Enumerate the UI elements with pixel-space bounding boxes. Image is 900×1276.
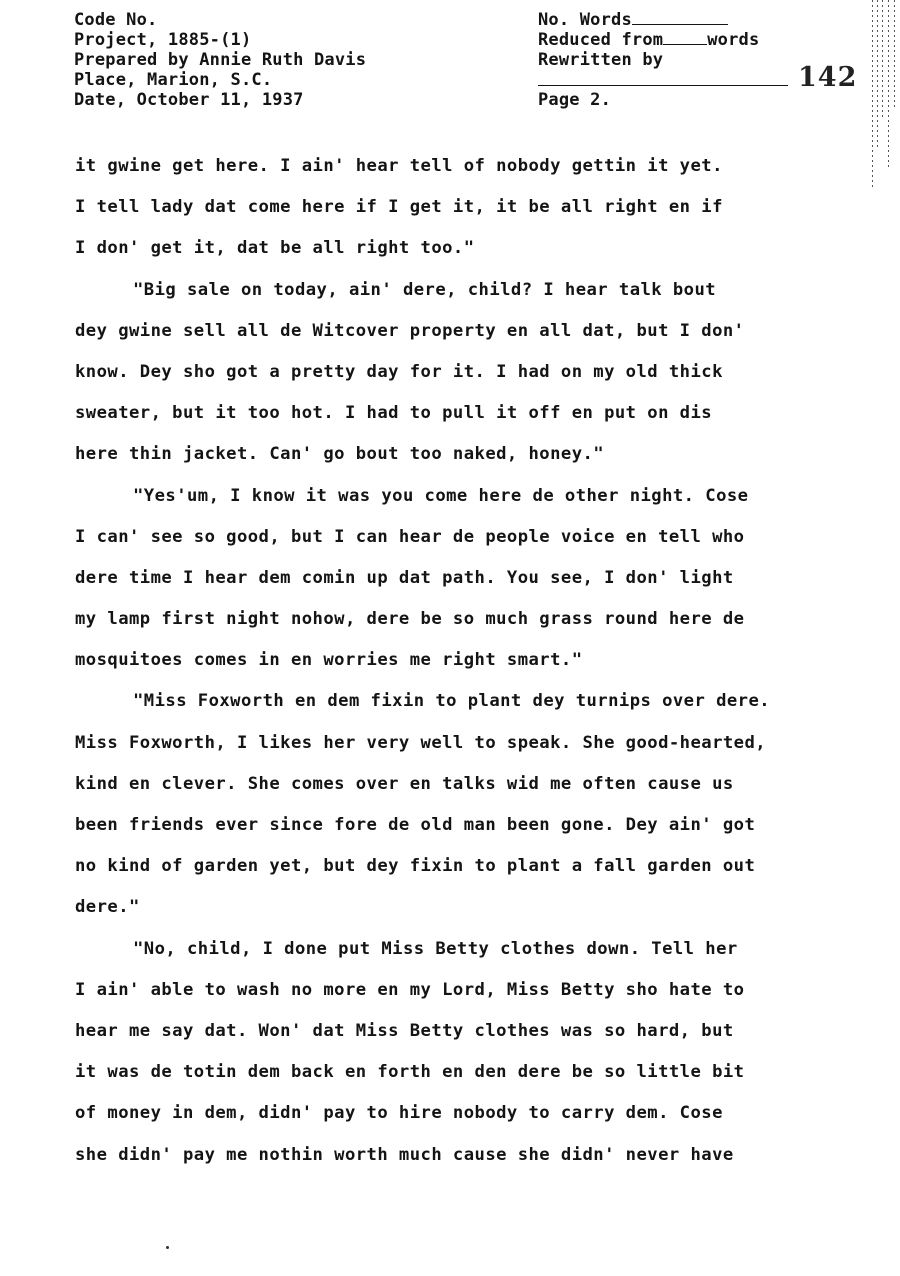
text-line: know. Dey sho got a pretty day for it. I had on my old thick — [75, 361, 723, 382]
text-line: dere time I hear dem comin up dat path. You see, I don' light — [75, 567, 734, 588]
prepared-by-line: Prepared by Annie Ruth Davis — [74, 50, 367, 70]
text-line: Miss Foxworth, I likes her very well to speak. She good-hearted, — [75, 732, 767, 753]
reduced-from-label: Reduced from — [538, 30, 664, 50]
no-words-blank — [632, 10, 728, 25]
text-line: sweater, but it too hot. I had to pull it off en put on dis — [75, 403, 713, 424]
text-line: it was de totin dem back en forth en den dere be so little bit — [75, 1062, 745, 1083]
text-line: dey gwine sell all de Witcover property en all dat, but I don' — [75, 320, 745, 341]
rewritten-by-line: Rewritten by — [538, 50, 664, 70]
text-line: "Miss Foxworth en dem fixin to plant dey turnips over dere. — [133, 691, 771, 712]
code-no: Code No. — [74, 10, 158, 30]
reduced-words-label: words — [707, 30, 760, 50]
text-line: hear me say dat. Won' dat Miss Betty clothes was so hard, but — [75, 1020, 734, 1041]
text-line: I tell lady dat come here if I get it, it be all right en if — [75, 197, 723, 218]
text-line: my lamp first night nohow, dere be so much grass round here de — [75, 609, 745, 630]
text-line: "Yes'um, I know it was you come here de other night. Cose — [133, 485, 749, 506]
project-line: Project, 1885-(1) — [74, 30, 252, 50]
no-words-line — [538, 10, 759, 30]
text-line: kind en clever. She comes over en talks wid me often cause us — [75, 773, 734, 794]
transcript-body — [75, 146, 875, 1176]
text-line: I can' see so good, but I can hear de people voice en tell who — [75, 526, 745, 547]
scan-speck — [166, 1246, 169, 1249]
text-line: mosquitoes comes in en worries me right smart." — [75, 650, 583, 671]
text-line: dere." — [75, 897, 140, 918]
header-left-block — [74, 10, 366, 110]
reduced-from-line — [538, 30, 759, 50]
text-line: it gwine get here. I ain' hear tell of nobody gettin it yet. — [75, 156, 723, 176]
text-line: been friends ever since fore de old man been gone. Dey ain' got — [75, 815, 756, 835]
rewritten-by-blank — [538, 85, 788, 86]
date-line: Date, October 11, 1937 — [74, 90, 304, 110]
reduced-from-blank — [663, 30, 707, 45]
text-line: she didn' pay me nothin worth much cause she didn' never have — [75, 1144, 734, 1165]
text-line: no kind of garden yet, but dey fixin to plant a fall garden out — [75, 856, 756, 877]
page-number-label: Page 2. — [538, 90, 612, 110]
text-line: I ain' able to wash no more en my Lord, Miss Betty sho hate to — [75, 979, 745, 1000]
text-line: I don' get it, dat be all right too." — [75, 238, 475, 259]
text-line: "No, child, I done put Miss Betty clothes down. Tell her — [133, 938, 738, 959]
text-line: of money in dem, didn' pay to hire nobody to carry dem. Cose — [75, 1103, 723, 1124]
place-line: Place, Marion, S.C. — [74, 70, 273, 90]
text-line: "Big sale on today, ain' dere, child? I hear talk bout — [133, 279, 717, 300]
text-line: here thin jacket. Can' go bout too naked, honey." — [75, 444, 605, 465]
stamped-page-number: 142 — [798, 62, 858, 93]
header-right-block — [538, 10, 759, 70]
no-words-label: No. Words — [538, 10, 632, 30]
